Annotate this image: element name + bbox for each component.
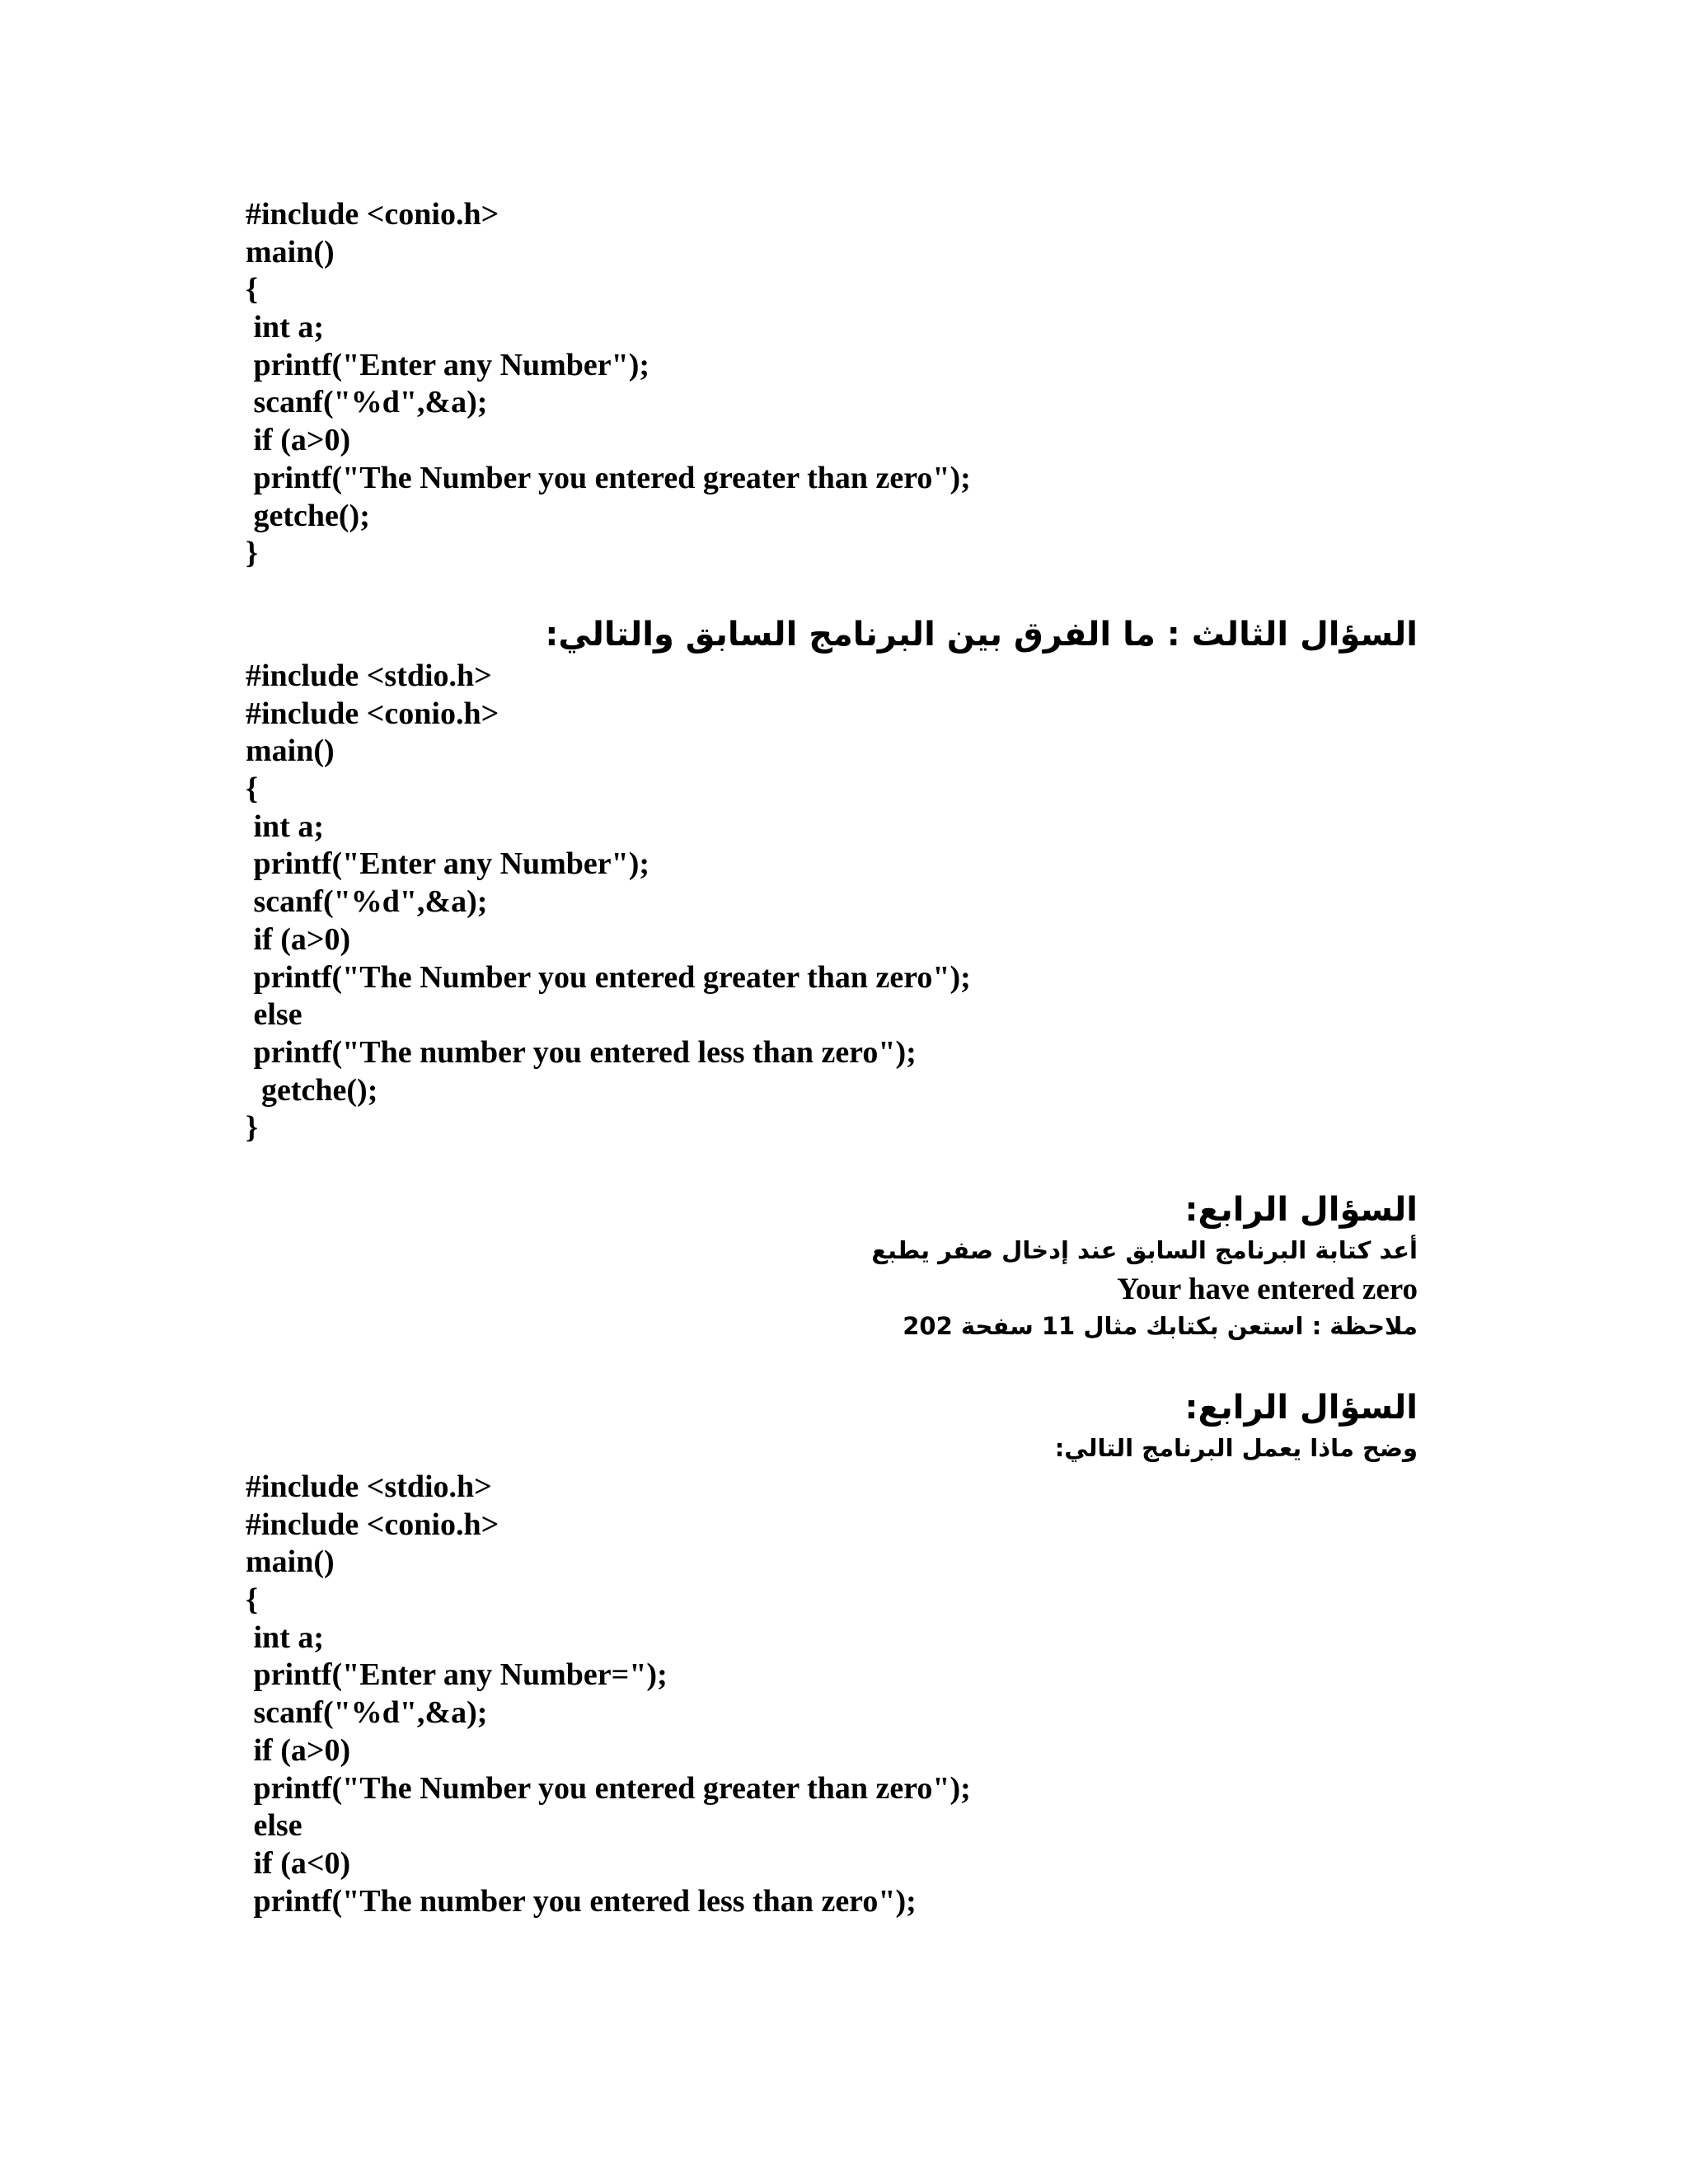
- code-block-3: [246, 1469, 971, 1920]
- code-line: if (a>0): [246, 921, 351, 957]
- question-4a-output-text: Your have entered zero: [1117, 1272, 1418, 1306]
- code-line: printf("Enter any Number");: [246, 846, 650, 882]
- code-line: else: [246, 1808, 302, 1844]
- code-line: getche();: [246, 498, 370, 533]
- code-line: printf("The number you entered less than zero");: [246, 1883, 917, 1919]
- code-line: int a;: [246, 1619, 324, 1655]
- question-4a-note: ملاحظة : استعن بكتابك مثال 11 سفحة 202: [903, 1312, 1418, 1340]
- code-line: #include <conio.h>: [246, 696, 499, 731]
- code-line: main(): [246, 234, 335, 269]
- code-line: }: [246, 536, 258, 571]
- question-4b-instruction: وضح ماذا يعمل البرنامج التالي:: [1054, 1434, 1418, 1462]
- code-line: {: [246, 272, 258, 307]
- code-line: printf("The Number you entered greater than zero");: [246, 959, 971, 995]
- code-line: #include <stdio.h>: [246, 658, 492, 693]
- code-line: main(): [246, 1544, 335, 1580]
- code-line: #include <stdio.h>: [246, 1469, 492, 1504]
- code-line: {: [246, 771, 258, 807]
- question-4a-heading: السؤال الرابع:: [1184, 1191, 1418, 1229]
- question-4b-heading: السؤال الرابع:: [1184, 1389, 1418, 1427]
- code-line: else: [246, 997, 302, 1033]
- code-line: printf("The number you entered less than zero");: [246, 1034, 917, 1070]
- code-line: if (a<0): [246, 1845, 351, 1881]
- code-line: getche();: [246, 1072, 378, 1108]
- code-line: if (a>0): [246, 1732, 351, 1768]
- code-line: #include <conio.h>: [246, 1507, 499, 1542]
- code-line: scanf("%d",&a);: [246, 884, 488, 920]
- code-block-1: [246, 196, 971, 573]
- code-block-2: [246, 658, 971, 1147]
- code-line: printf("The Number you entered greater than zero");: [246, 460, 971, 495]
- code-line: scanf("%d",&a);: [246, 1695, 488, 1731]
- code-line: main(): [246, 733, 335, 769]
- code-line: #include <conio.h>: [246, 197, 499, 232]
- code-line: printf("The Number you entered greater than zero");: [246, 1770, 971, 1806]
- code-line: if (a>0): [246, 423, 351, 458]
- question-4a-instruction: أعد كتابة البرنامج السابق عند إدخال صفر يطبع: [871, 1236, 1418, 1264]
- code-line: printf("Enter any Number");: [246, 347, 650, 382]
- code-line: int a;: [246, 310, 324, 345]
- code-line: }: [246, 1110, 258, 1146]
- code-line: scanf("%d",&a);: [246, 385, 488, 420]
- code-line: int a;: [246, 808, 324, 844]
- code-line: {: [246, 1582, 258, 1618]
- code-line: printf("Enter any Number=");: [246, 1657, 668, 1693]
- question-3-heading: السؤال الثالث : ما الفرق بين البرنامج السابق والتالي:: [545, 616, 1418, 654]
